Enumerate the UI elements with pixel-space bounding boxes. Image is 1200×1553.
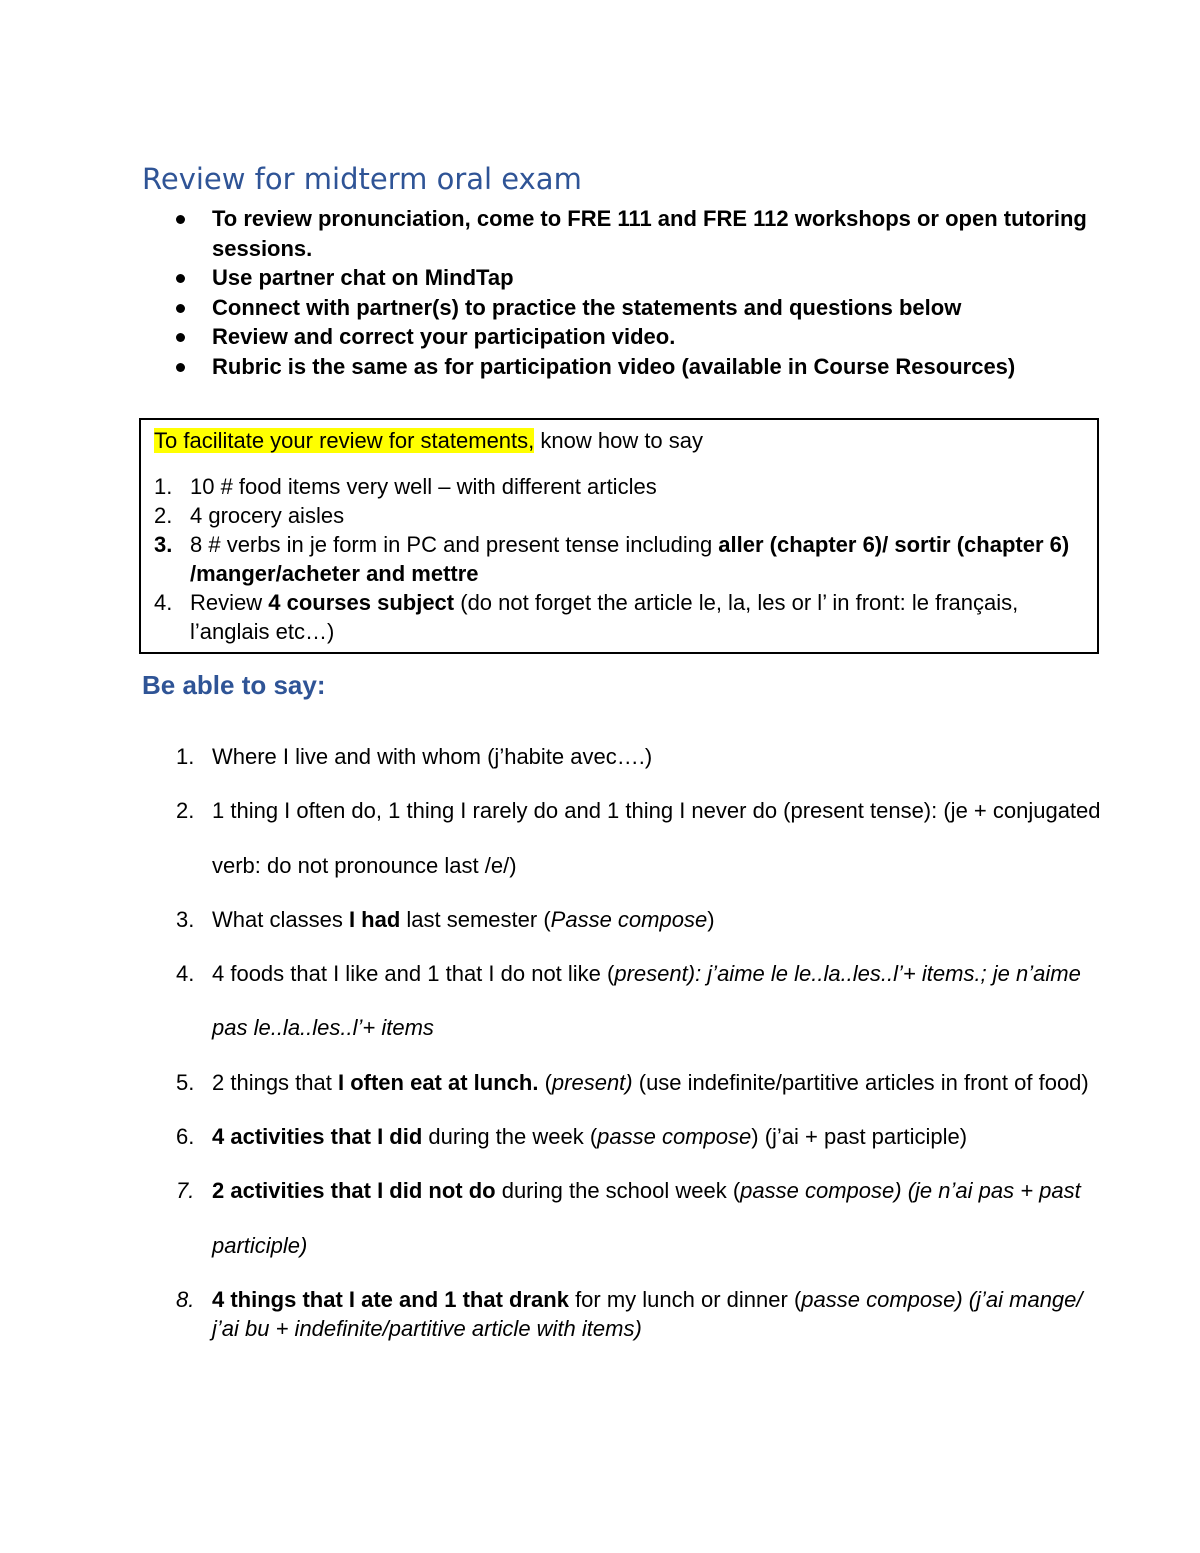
tip-item: Connect with partner(s) to practice the statements and questions below — [174, 293, 1104, 323]
bullet-icon — [176, 304, 185, 313]
statement-item: 3. 8 # verbs in je form in PC and present tense including aller (chapter 6)/ sortir (chapter 6) /manger/acheter and mettre — [154, 532, 1070, 586]
tip-item: Use partner chat on MindTap — [174, 263, 1104, 293]
statements-box-heading: To facilitate your review for statements, know how to say — [154, 428, 704, 453]
bullet-icon — [176, 274, 185, 283]
statements-box — [139, 418, 1099, 654]
say-item: 4. 4 foods that I like and 1 that I do not like (present): j’aime le le..la..les..l’+ items.; je n’aime pas le..la..les..l’+ items — [176, 961, 1081, 1041]
tip-item: To review pronunciation, come to FRE 111 and FRE 112 workshops or open tutoring sessions. — [174, 204, 1104, 263]
tips-list — [174, 204, 1104, 381]
statement-item: 4. Review 4 courses subject (do not forget the article le, la, les or l’ in front: le français, l’anglais etc…) — [154, 590, 1019, 644]
say-item: 1. Where I live and with whom (j’habite avec….) — [176, 744, 653, 769]
be-able-to-say-list — [176, 730, 1106, 1343]
tip-item: Rubric is the same as for participation video (available in Course Resources) — [174, 352, 1104, 382]
say-item: 6. 4 activities that I did during the week (passe compose) (j’ai + past participle) — [176, 1124, 968, 1150]
bullet-icon — [176, 215, 185, 224]
say-item: 3. What classes I had last semester (Passe compose) — [176, 906, 715, 932]
highlighted-text: To facilitate your review for statements, — [154, 428, 535, 453]
say-item: 8. 4 things that I ate and 1 that drank for my lunch or dinner (passe compose) (j’ai mange/ j’ai bu + indefinite/partitive article with items) — [176, 1286, 1083, 1341]
tip-item: Review and correct your participation video. — [174, 322, 1104, 352]
say-item: 7. 2 activities that I did not do during the school week (passe compose) (je n’ai pas + past participle) — [176, 1178, 1081, 1258]
statement-item: 1. 10 # food items very well – with different articles — [154, 474, 657, 499]
section-heading: Be able to say: — [142, 670, 326, 700]
say-item: 2. 1 thing I often do, 1 thing I rarely do and 1 thing I never do (present tense): (je + conjugated verb: do not pronounce last /e/) — [176, 798, 1101, 878]
say-item: 5. 2 things that I often eat at lunch. (present) (use indefinite/partitive articles in front of food) — [176, 1069, 1089, 1095]
page-title: Review for midterm oral exam — [142, 162, 582, 196]
statement-item: 2. 4 grocery aisles — [154, 503, 345, 528]
bullet-icon — [176, 333, 185, 342]
statements-list — [154, 472, 1089, 646]
bullet-icon — [176, 363, 185, 372]
